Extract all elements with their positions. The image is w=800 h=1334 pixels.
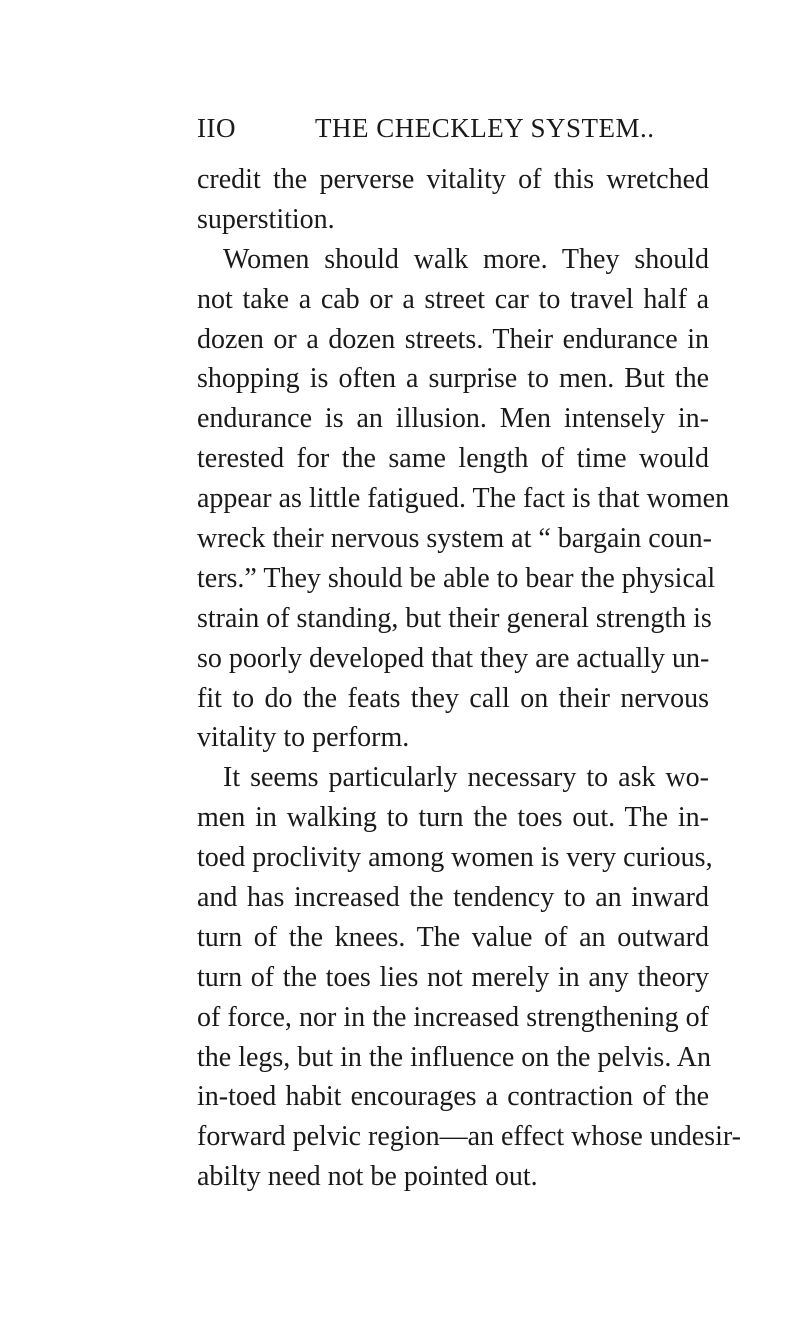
text-line: ters.” They should be able to bear the physical xyxy=(197,562,716,594)
text-line: and has increased the tendency to an inward xyxy=(197,882,709,914)
text-line: endurance is an illusion. Men intensely in- xyxy=(197,403,709,435)
page-number: IIO xyxy=(197,113,236,143)
text-line: turn of the toes lies not merely in any theory xyxy=(197,961,709,993)
text-line: shopping is often a surprise to men. But the xyxy=(197,363,709,395)
text-line: so poorly developed that they are actually un- xyxy=(197,642,710,674)
text-line: vitality to perform. xyxy=(197,722,410,754)
text-line: appear as little fatigued. The fact is that women xyxy=(197,483,730,515)
text-line: in-toed habit encourages a contraction of the xyxy=(197,1081,709,1113)
running-head xyxy=(197,113,709,147)
text-line: credit the perverse vitality of this wretched xyxy=(197,164,709,195)
body-text xyxy=(197,160,741,1197)
paragraph-start-line: It seems particularly necessary to ask wo- xyxy=(223,762,709,794)
text-line: strain of standing, but their general strength is xyxy=(197,602,712,634)
text-line: forward pelvic region—an effect whose undesir- xyxy=(197,1121,741,1153)
text-line: the legs, but in the influence on the pelvis. An xyxy=(197,1041,712,1073)
text-line: of force, nor in the increased strengthening of xyxy=(197,1001,709,1033)
text-line: toed proclivity among women is very curious, xyxy=(197,842,713,874)
text-line: turn of the knees. The value of an outward xyxy=(197,921,709,953)
text-line: not take a cab or a street car to travel half a xyxy=(197,283,709,315)
paragraph-start-line: Women should walk more. They should xyxy=(223,243,709,275)
text-line: men in walking to turn the toes out. The in- xyxy=(197,802,709,834)
text-line: superstition. xyxy=(197,203,335,235)
text-line: fit to do the feats they call on their nervous xyxy=(197,682,709,714)
text-line: terested for the same length of time would xyxy=(197,443,709,475)
text-line: abilty need not be pointed out. xyxy=(197,1161,538,1193)
text-line: wreck their nervous system at “ bargain coun- xyxy=(197,523,712,555)
running-title: THE CHECKLEY SYSTEM.. xyxy=(315,113,655,143)
text-line: dozen or a dozen streets. Their endurance in xyxy=(197,323,709,355)
